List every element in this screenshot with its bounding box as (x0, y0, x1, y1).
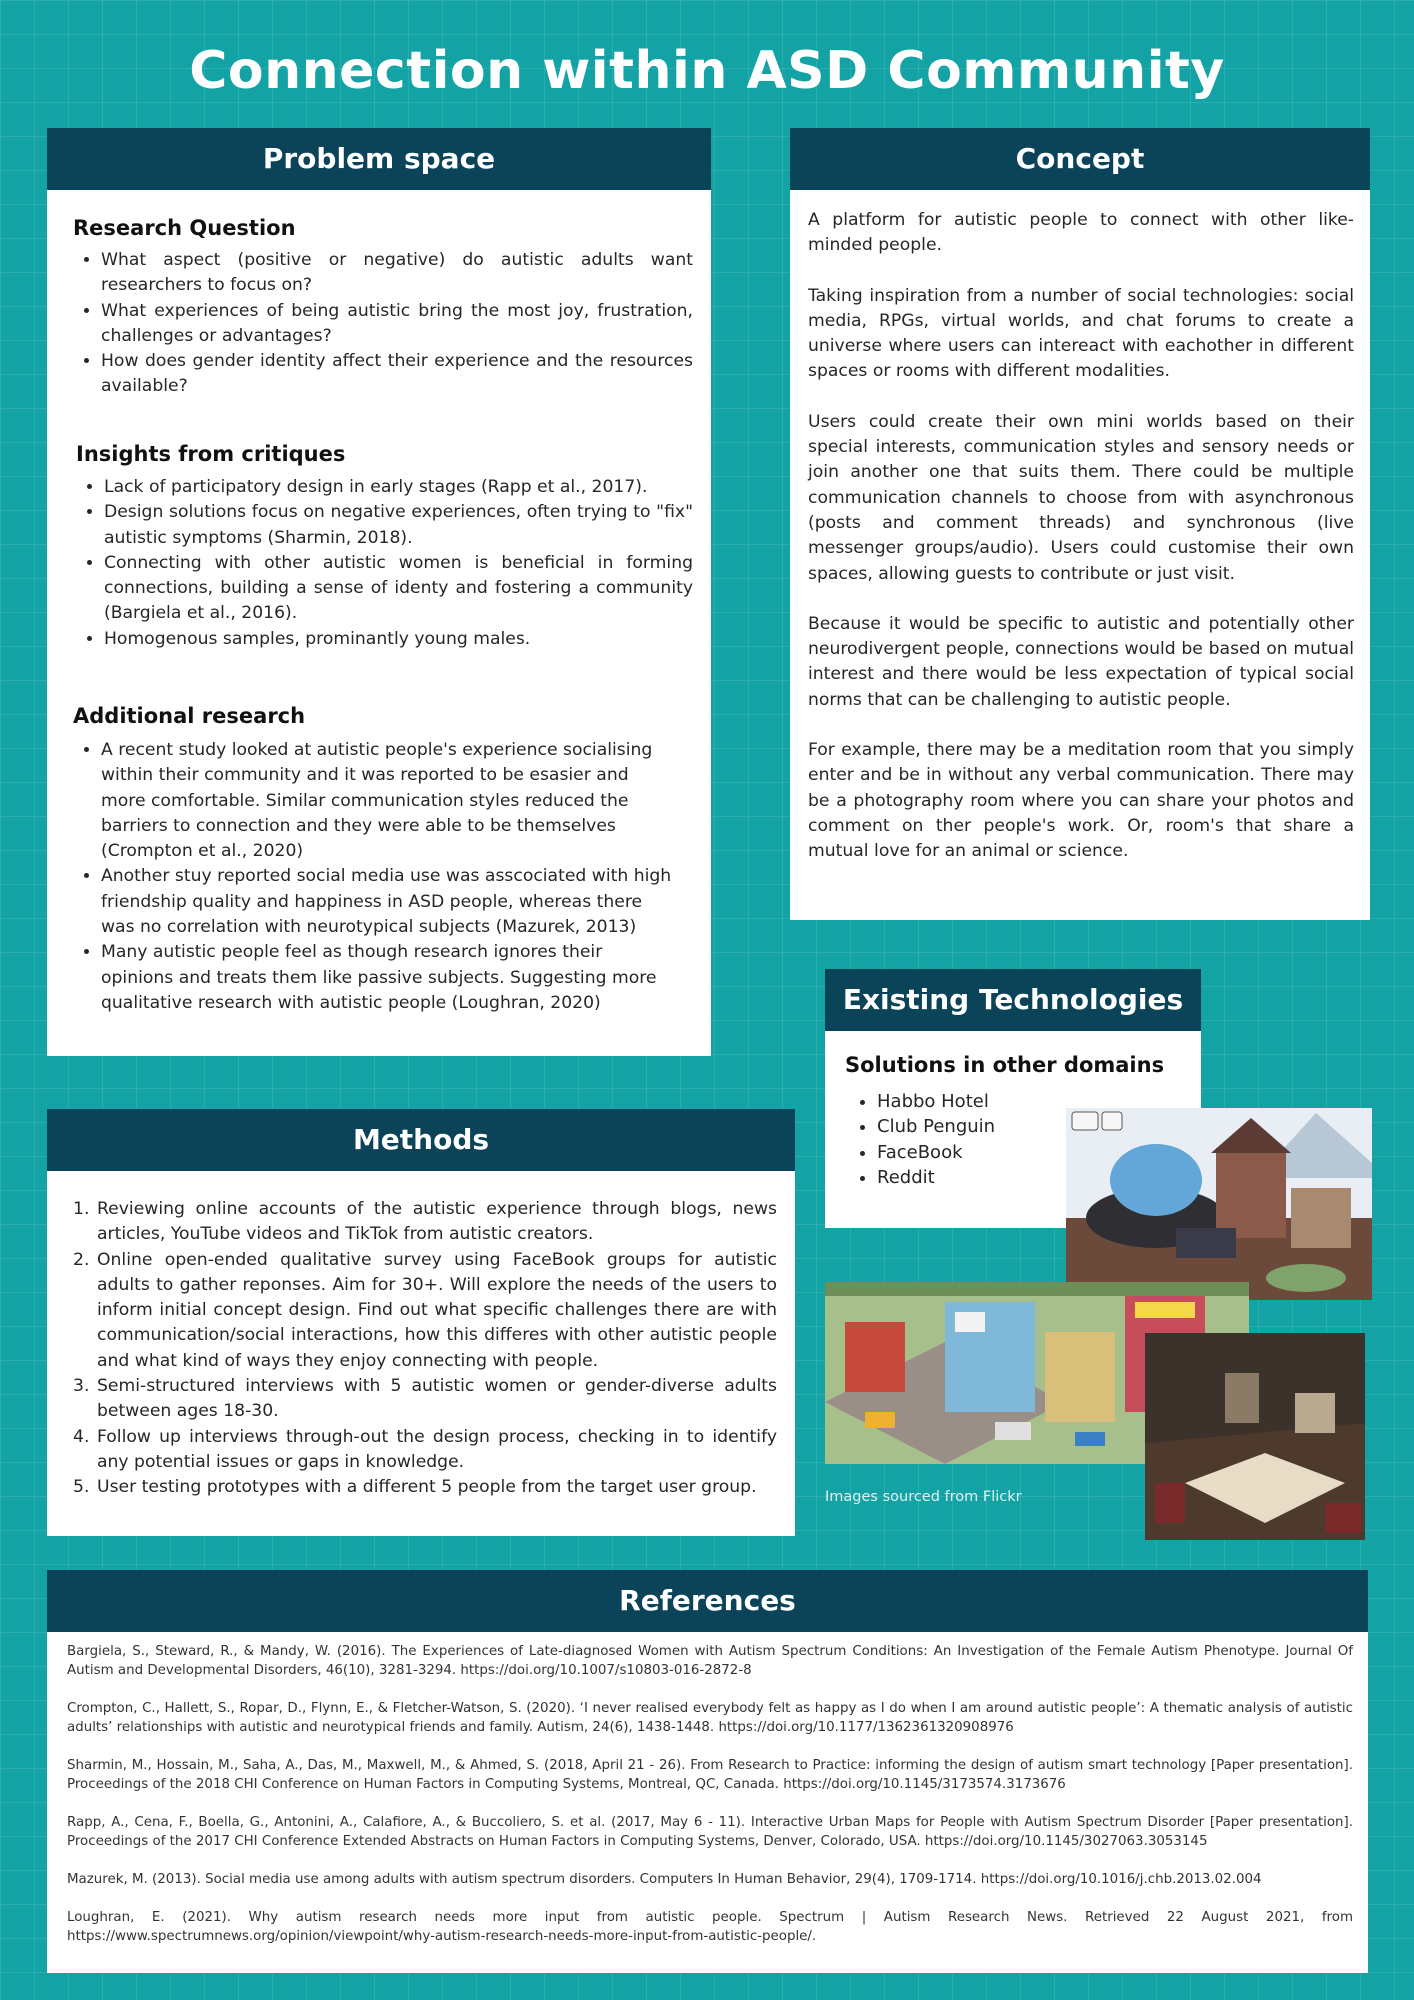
list-item: • How does gender identity affect their experience and the resources available? (101, 349, 693, 400)
reference-item: Crompton, C., Hallett, S., Ropar, D., Flynn, E., & Fletcher-Watson, S. (2020). ‘I never realised everybody felt as happy as I do when I am around autistic people’: A thematic analysis of autistic adults’ relationships with autistic and neurotypical friends and family. Autism, 24(6), 1438-1448. https://doi.org/10.1177/1362361320908976 (67, 1701, 1353, 1735)
list-item: • Lack of participatory design in early stages (Rapp et al., 2017). (104, 475, 693, 500)
list-item: • Another stuy reported social media use was asscociated with high friendship quality and happiness in ASD people, whereas there was no correlation with neurotypical subjects (Mazurek, 2013) (101, 864, 675, 940)
reference-item: Sharmin, M., Hossain, M., Saha, A., Das, M., Maxwell, M., & Ahmed, S. (2018, April 21 - 26). From Research to Practice: informing the design of autism smart technology [Paper presentation]. Proceedings of the 2018 CHI Conference on Human Factors in Computing Systems, Montreal, QC, Canada. https://doi.org/10.1145/3173574.3173676 (67, 1758, 1353, 1792)
poster-title: Connection within ASD Community (189, 41, 1225, 101)
list-item: • Habbo Hotel (877, 1089, 1201, 1114)
concept-paragraph: Users could create their own mini worlds based on their special interests, communication styles and sensory needs or join another one that suits them. There could be multiple communication channels to choose from with asynchronous (posts and comment threads) and synchronous (live messenger groups/audio). Users could customise their own spaces, allowing guests to contribute or just visit. (808, 411, 1354, 584)
list-item: • What aspect (positive or negative) do autistic adults want researchers to focus on? (101, 248, 693, 299)
list-item: • FaceBook (877, 1140, 1201, 1165)
methods-list (97, 1197, 777, 1501)
concept-panel (790, 128, 1370, 920)
list-item: • Homogenous samples, prominantly young males. (104, 627, 693, 652)
methods-panel (47, 1109, 795, 1536)
virtual-room-screenshot (1145, 1333, 1365, 1540)
concept-heading: Concept (790, 128, 1370, 190)
concept-paragraph: Because it would be specific to autistic and potentially other neurodivergent people, connections would be based on mutual interest and there would be less expectation of typical social norms that can be challenging to autistic people. (808, 613, 1354, 710)
insights-heading: Insights from critiques (76, 442, 346, 466)
list-item: • Reddit (877, 1165, 1201, 1190)
additional-research-heading: Additional research (73, 704, 306, 728)
solutions-heading: Solutions in other domains (845, 1053, 1165, 1077)
list-item: • Many autistic people feel as though research ignores their opinions and treats them like passive subjects. Suggesting more qualitative research with autistic people (Loughran, 2020) (101, 940, 675, 1016)
research-question-section (73, 216, 693, 400)
references-list (47, 1632, 1368, 1946)
concept-paragraph: A platform for autistic people to connect with other like-minded people. (808, 210, 1354, 256)
list-item: • Connecting with other autistic women is beneficial in forming connections, building a sense of identy and fostering a community (Bargiela et al., 2016). (104, 551, 693, 627)
list-item: Follow up interviews through-out the design process, checking in to identify any potential issues or gaps in knowledge. (97, 1426, 777, 1472)
methods-heading: Methods (47, 1109, 795, 1171)
list-item: • A recent study looked at autistic people's experience socialising within their community and it was reported to be esasier and more comfortable. Similar communication styles reduced the barriers to connection and they were able to be themselves (Crompton et al., 2020) (101, 738, 675, 864)
image-caption: Images sourced from Flickr (825, 1489, 1022, 1505)
concept-paragraph: For example, there may be a meditation room that you simply enter and be in without any verbal communication. There may be a photography room where you can share your photos and comment on ther people's work. Or, room's that share a mutual love for an animal or science. (808, 740, 1354, 862)
reference-item: Bargiela, S., Steward, R., & Mandy, W. (2016). The Experiences of Late-diagnosed Women with Autism Spectrum Conditions: An Investigation of the Female Autism Phenotype. Journal Of Autism and Developmental Disorders, 46(10), 3281-3294. https://doi.org/10.1007/s10803-016-2872-8 (67, 1644, 1353, 1678)
references-heading: References (47, 1570, 1368, 1632)
reference-item: Rapp, A., Cena, F., Boella, G., Antonini, A., Calafiore, A., & Buccoliero, S. et al. (2017, May 6 - 11). Interactive Urban Maps for People with Autism Spectrum Disorder [Paper presentation]. Proceedings of the 2017 CHI Conference Extended Abstracts on Human Factors in Computing Systems, Denver, Colorado, USA. https://doi.org/10.1145/3027063.3053145 (67, 1815, 1353, 1849)
additional-research-section (73, 704, 675, 1016)
research-question-heading: Research Question (73, 216, 296, 240)
existing-technologies-heading: Existing Technologies (825, 969, 1201, 1031)
reference-item: Mazurek, M. (2013). Social media use among adults with autism spectrum disorders. Computers In Human Behavior, 29(4), 1709-1714. https://doi.org/10.1016/j.chb.2013.02.004 (67, 1872, 1262, 1887)
problem-space-panel (47, 128, 711, 1056)
club-penguin-screenshot (1066, 1108, 1372, 1300)
insights-list (76, 475, 693, 652)
problem-space-heading: Problem space (47, 128, 711, 190)
list-item: • What experiences of being autistic bring the most joy, frustration, challenges or advantages? (101, 299, 693, 350)
research-question-list (73, 248, 693, 400)
list-item: Semi-structured interviews with 5 autistic women or gender-diverse adults between ages 18-30. (97, 1376, 777, 1422)
reference-item: Loughran, E. (2021). Why autism research needs more input from autistic people. Spectrum | Autism Research News. Retrieved 22 August 2021, from https://www.spectrumnews.org/opinion/viewpoint/why-autism-research-needs-more-input-from-autistic-people/. (67, 1910, 1353, 1944)
list-item: User testing prototypes with a different 5 people from the target user group. (97, 1477, 757, 1498)
list-item: • Club Penguin (877, 1114, 1201, 1139)
references-panel (47, 1570, 1368, 1973)
list-item: • Design solutions focus on negative experiences, often trying to "fix" autistic symptoms (Sharmin, 2018). (104, 500, 693, 551)
list-item: Reviewing online accounts of the autistic experience through blogs, news articles, YouTube videos and TikTok from autistic creators. (97, 1199, 777, 1245)
additional-research-list (73, 738, 675, 1016)
list-item: Online open-ended qualitative survey using FaceBook groups for autistic adults to gather reponses. Aim for 30+. Will explore the needs of the users to inform initial concept design. Find out what specific challenges there are with communication/social interactions, how this differes with other autistic people and what kind of ways they enjoy connecting with people. (97, 1249, 777, 1371)
insights-section (76, 442, 693, 652)
concept-paragraph: Taking inspiration from a number of social technologies: social media, RPGs, virtual worlds, and chat forums to create a universe where users can intereact with eachother in different spaces or rooms with different modalities. (808, 285, 1354, 382)
concept-body (790, 190, 1370, 865)
